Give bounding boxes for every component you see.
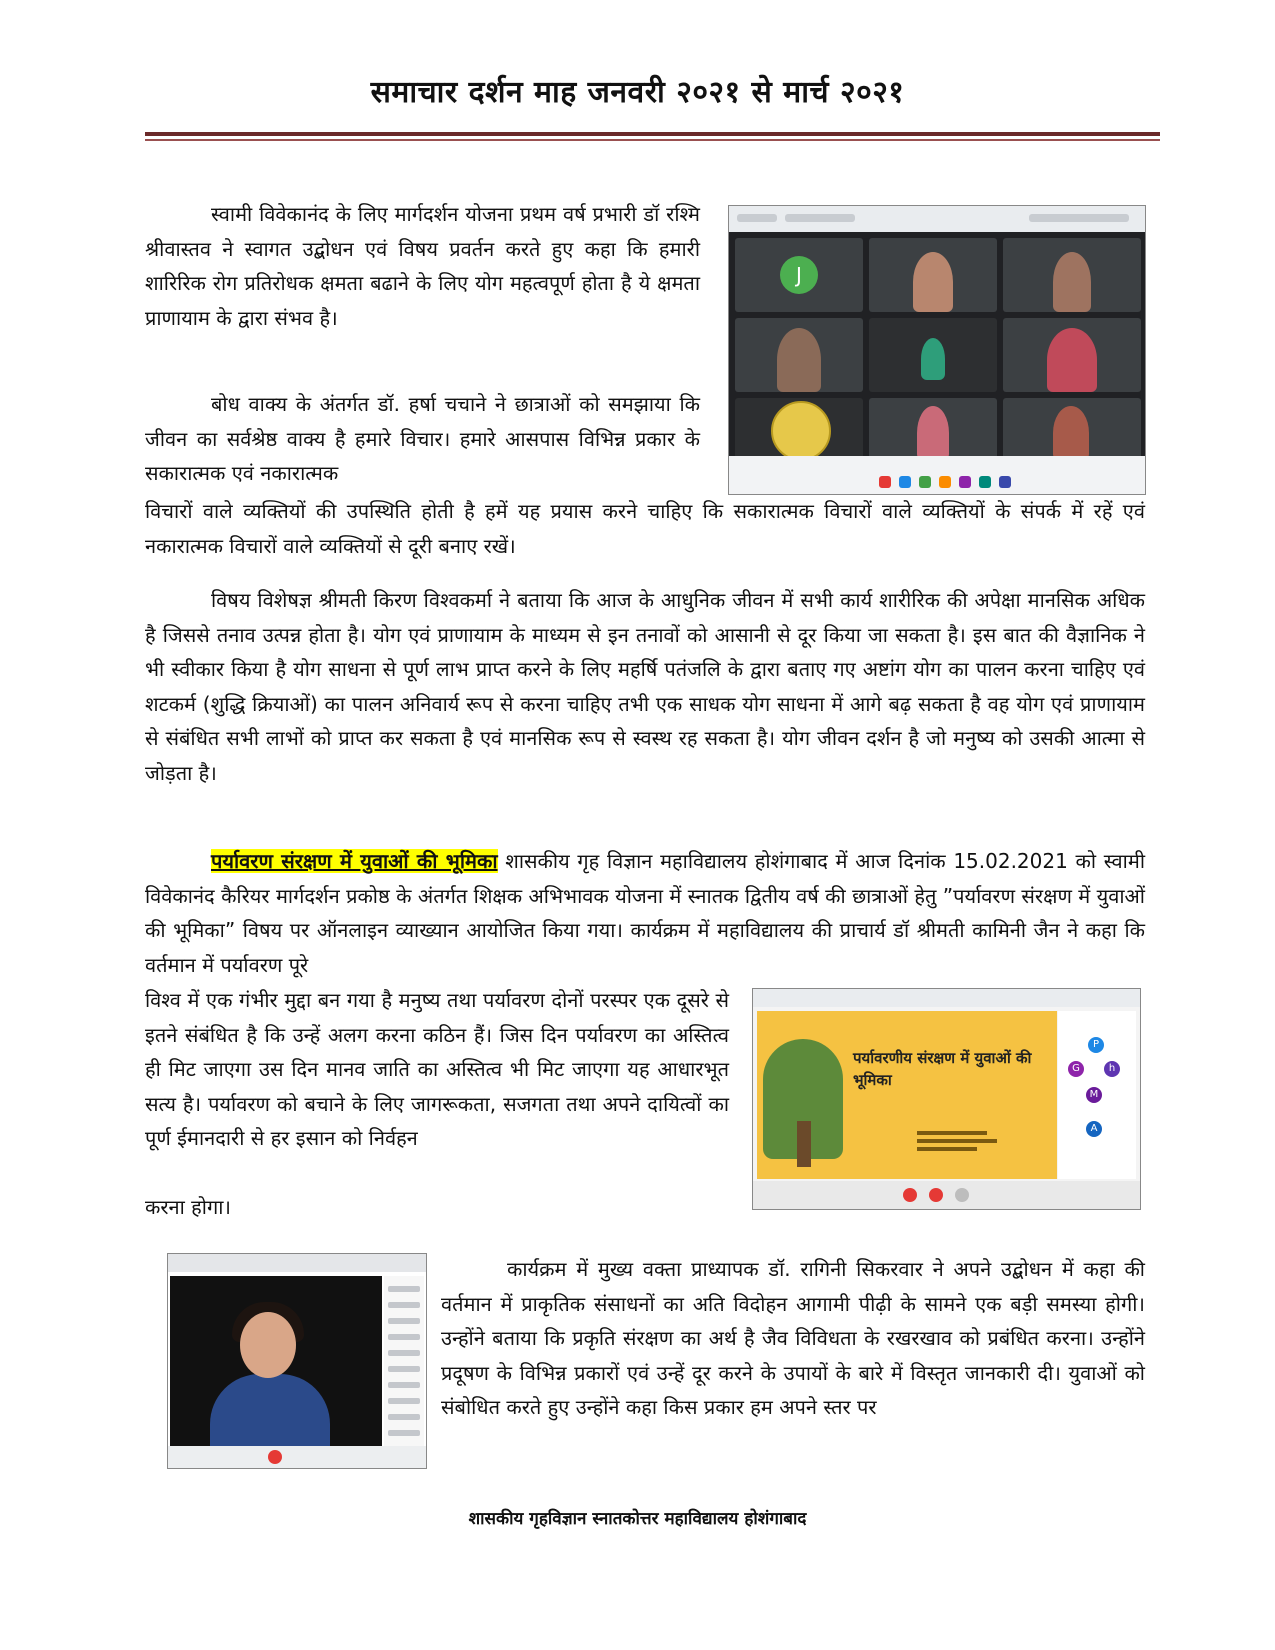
paragraph-environment-end: करना होगा। — [145, 1195, 231, 1219]
page-footer: शासकीय गृहविज्ञान स्नातकोत्तर महाविद्यालय होशंगाबाद — [468, 1509, 807, 1529]
participant-tile — [735, 238, 863, 312]
meeting-header-bar — [753, 989, 1140, 1007]
participant-tile — [869, 398, 997, 460]
participant-tile — [869, 238, 997, 312]
browser-bar — [729, 206, 1145, 232]
meeting-controls — [753, 1181, 1140, 1209]
paragraph-environment — [145, 844, 1145, 982]
participant-list — [384, 1276, 424, 1446]
participant-tile — [1003, 238, 1141, 312]
header-rule-thin — [145, 139, 1160, 141]
participant-avatar: J — [780, 256, 818, 294]
browser-bar — [168, 1254, 426, 1272]
paragraph-environment-text: शासकीय गृह विज्ञान महाविद्यालय होशंगाबाद में आज दिनांक 15.02.2021 को स्वामी विवेकानंद कैरियर मार्गदर्शन प्रकोष्ठ के अंतर्गत शिक्षक अभिभावक योजना में स्नातक द्वितीय वर्ष की छात्राओं हेतु ”पर्यावरण संरक्षण में युवाओं की भूमिका” विषय पर ऑनलाइन व्याख्यान आयोजित किया गया। कार्यक्रम में महाविद्यालय की प्राचार्य डॉ श्रीमती कामिनी जैन ने कहा कि वर्तमान में पर्यावरण पूरे — [145, 849, 1145, 977]
participant-panel — [1058, 1011, 1136, 1179]
presentation-slide — [757, 1011, 1057, 1179]
slide-title: पर्यावरणीय संरक्षण में युवाओं की भूमिका — [853, 1049, 1032, 1089]
meeting-screenshot — [728, 205, 1146, 495]
participant-avatar: M — [1086, 1087, 1102, 1103]
speaker-screenshot — [167, 1253, 427, 1469]
participant-tile — [869, 318, 997, 392]
paragraph-thought: बोध वाक्य के अंतर्गत डॉ. हर्षा चचाने ने छात्राओं को समझाया कि जीवन का सर्वश्रेष्ठ वाक्य है हमारे विचार। हमारे आसपास विभिन्न प्रकार के सकारात्मक एवं नकारात्मक — [145, 392, 700, 485]
participant-avatar: P — [1088, 1037, 1104, 1053]
participant-tile — [1003, 398, 1141, 460]
participant-avatar: G — [1068, 1061, 1084, 1077]
participant-avatar: h — [1104, 1061, 1120, 1077]
meeting-controls — [168, 1446, 426, 1468]
paragraph-environment-continued: विश्व में एक गंभीर मुद्दा बन गया है मनुष्य तथा पर्यावरण दोनों परस्पर एक दूसरे से इतने संबंधित है कि उन्हें अलग करना कठिन हैं। जिस दिन पर्यावरण का अस्तित्व ही मिट जाएगा उस दिन मानव जाति का अस्तित्व भी मिट जाएगा यह आधारभूत सत्य है। पर्यावरण को बचाने के लिए जागरूकता, सजगता तथा अपने दायित्वों का पूर्ण ईमानदारी से हर इसान को निर्वहन — [145, 988, 729, 1150]
participant-avatar: A — [1086, 1121, 1102, 1137]
header-rule — [145, 132, 1160, 136]
paragraph-thought-continued: विचारों वाले व्यक्तियों की उपस्थिति होती है हमें यह प्रयास करने चाहिए कि सकारात्मक विचारों वाले व्यक्तियों के संपर्क में रहें एवं नकारात्मक विचारों वाले व्यक्तियों से दूरी बनाए रखें। — [145, 499, 1145, 558]
participant-tile — [735, 398, 863, 460]
participant-tile — [1003, 318, 1141, 392]
paragraph-welcome: स्वामी विवेकानंद के लिए मार्गदर्शन योजना प्रथम वर्ष प्रभारी डॉ रश्मि श्रीवास्तव ने स्वागत उद्बोधन एवं विषय प्रवर्तन करते हुए कहा कि हमारी शारिरिक रोग प्रतिरोधक क्षमता बढाने के लिए योग महत्वपूर्ण होता है ये क्षमता प्राणायाम के द्वारा संभव है। — [145, 202, 700, 330]
paragraph-keynote: कार्यक्रम में मुख्य वक्ता प्राध्यापक डॉ. रागिनी सिकरवार ने अपने उद्बोधन में कहा की वर्तमान में प्राकृतिक संसाधनों का अति विदोहन आगामी पीढ़ी के सामने एक बड़ी समस्या होगी। उन्होंने बताया कि प्रकृति संरक्षण का अर्थ है जैव विविधता के रखरखाव को प्रबंधित करना। उन्होंने प्रदूषण के विभिन्न प्रकारों एवं उन्हें दूर करने के उपायों के बारे में विस्तृत जानकारी दी। युवाओं को संबोधित करते हुए उन्होंने कहा किस प्रकार हम अपने स्तर पर — [441, 1257, 1145, 1419]
paragraph-expert: विषय विशेषज्ञ श्रीमती किरण विश्वकर्मा ने बताया कि आज के आधुनिक जीवन में सभी कार्य शारीरिक की अपेक्षा मानसिक अधिक है जिससे तनाव उत्पन्न होता है। योग एवं प्राणायाम के माध्यम से इन तनावों को आसानी से दूर किया जा सकता है। इस बात की वैज्ञानिक ने भी स्वीकार किया है योग साधना से पूर्ण लाभ प्राप्त करने के लिए महर्षि पतंजलि के द्वारा बताए गए अष्टांग योग का पालन करना चाहिए एवं शटकर्म (शुद्धि क्रियाओं) का पालन अनिवार्य रूप से करना चाहिए तभी एक साधक योग साधना में आगे बढ़ सकता है वह योग एवं प्राणायाम से संबंधित सभी लाभों को प्राप्त कर सकता है एवं मानसिक रूप से स्वस्थ रह सकता है। योग जीवन दर्शन है जो मनुष्य को उसकी आत्मा से जोड़ता है। — [145, 588, 1145, 785]
participant-tile — [735, 318, 863, 392]
page-title: समाचार दर्शन माह जनवरी २०२१ से मार्च २०२१ — [370, 75, 905, 110]
presentation-screenshot — [752, 988, 1141, 1210]
taskbar — [729, 456, 1145, 494]
speaker-video — [170, 1276, 382, 1446]
section-heading: पर्यावरण संरक्षण में युवाओं की भूमिका — [211, 849, 498, 873]
